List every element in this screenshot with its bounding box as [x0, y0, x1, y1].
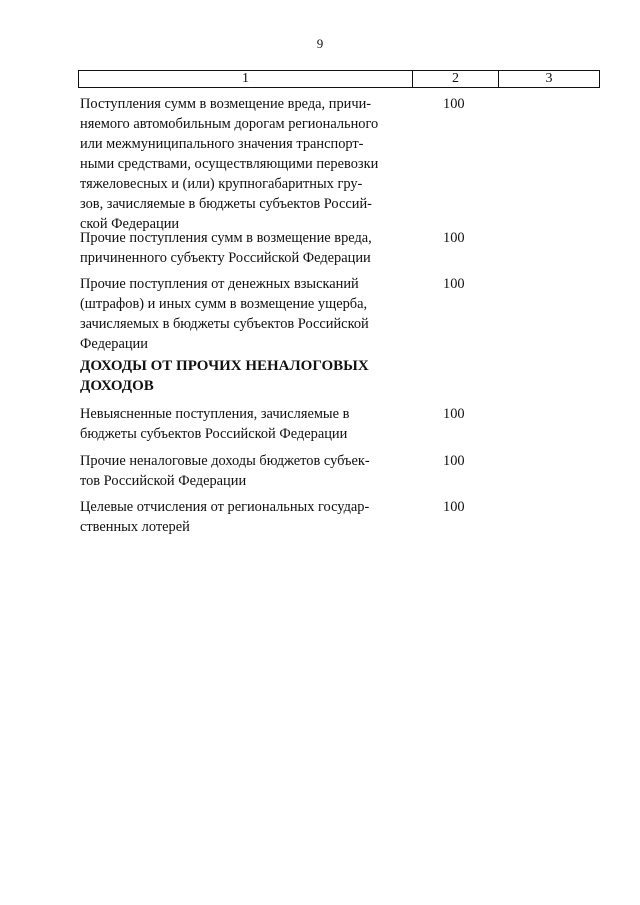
table-header-row — [78, 70, 600, 88]
section-heading-line: ДОХОДЫ ОТ ПРОЧИХ НЕНАЛОГОВЫХ — [80, 358, 369, 374]
table-row — [80, 451, 465, 491]
column-header-3: 3 — [545, 71, 553, 86]
row-value: 100 — [443, 230, 465, 246]
description-line: Прочие неналоговые доходы бюджетов субъек- — [80, 453, 370, 469]
description-line: зов, зачисляемые в бюджеты субъектов Россий- — [80, 196, 372, 212]
description-line: Прочие поступления сумм в возмещение вреда, — [80, 230, 372, 246]
description-line: тяжеловесных и (или) крупногабаритных гру- — [80, 176, 363, 192]
row-value: 100 — [443, 406, 465, 422]
table-row — [80, 94, 465, 234]
description-line: или межмуниципального значения транспорт- — [80, 136, 364, 152]
row-description — [80, 451, 415, 491]
description-line: зачисляемых в бюджеты субъектов Российской — [80, 316, 369, 332]
description-line: ными средствами, осуществляющими перевозки — [80, 156, 379, 172]
row-description — [80, 497, 415, 537]
row-description — [80, 404, 415, 444]
section-heading-line: ДОХОДОВ — [80, 378, 154, 394]
description-line: Федерации — [80, 336, 148, 352]
description-line: тов Российской Федерации — [80, 473, 247, 489]
description-line: ственных лотерей — [80, 519, 190, 535]
table-row — [80, 228, 465, 268]
row-value: 100 — [443, 276, 465, 292]
description-line: Поступления сумм в возмещение вреда, причи- — [80, 96, 372, 112]
description-line: бюджеты субъектов Российской Федерации — [80, 426, 348, 442]
table-row — [80, 274, 465, 354]
row-value: 100 — [443, 499, 465, 515]
description-line: (штрафов) и иных сумм в возмещение ущерба, — [80, 296, 368, 312]
description-line: причиненного субъекту Российской Федерации — [80, 250, 371, 266]
row-description — [80, 274, 415, 354]
column-header-1: 1 — [79, 71, 413, 87]
table-row — [80, 497, 465, 537]
page-number: 9 — [316, 36, 324, 51]
row-description — [80, 228, 415, 268]
section-heading — [80, 356, 420, 396]
description-line: Прочие поступления от денежных взысканий — [80, 276, 359, 292]
description-line: няемого автомобильным дорогам регионального — [80, 116, 379, 132]
column-header-2: 2 — [413, 71, 499, 87]
description-line: Целевые отчисления от региональных государ- — [80, 499, 370, 515]
description-line: Невыясненные поступления, зачисляемые в — [80, 406, 350, 422]
table-row — [80, 404, 465, 444]
row-description — [80, 94, 415, 234]
row-value: 100 — [443, 453, 465, 469]
description-line: ской Федерации — [80, 216, 180, 232]
row-value: 100 — [443, 96, 465, 112]
